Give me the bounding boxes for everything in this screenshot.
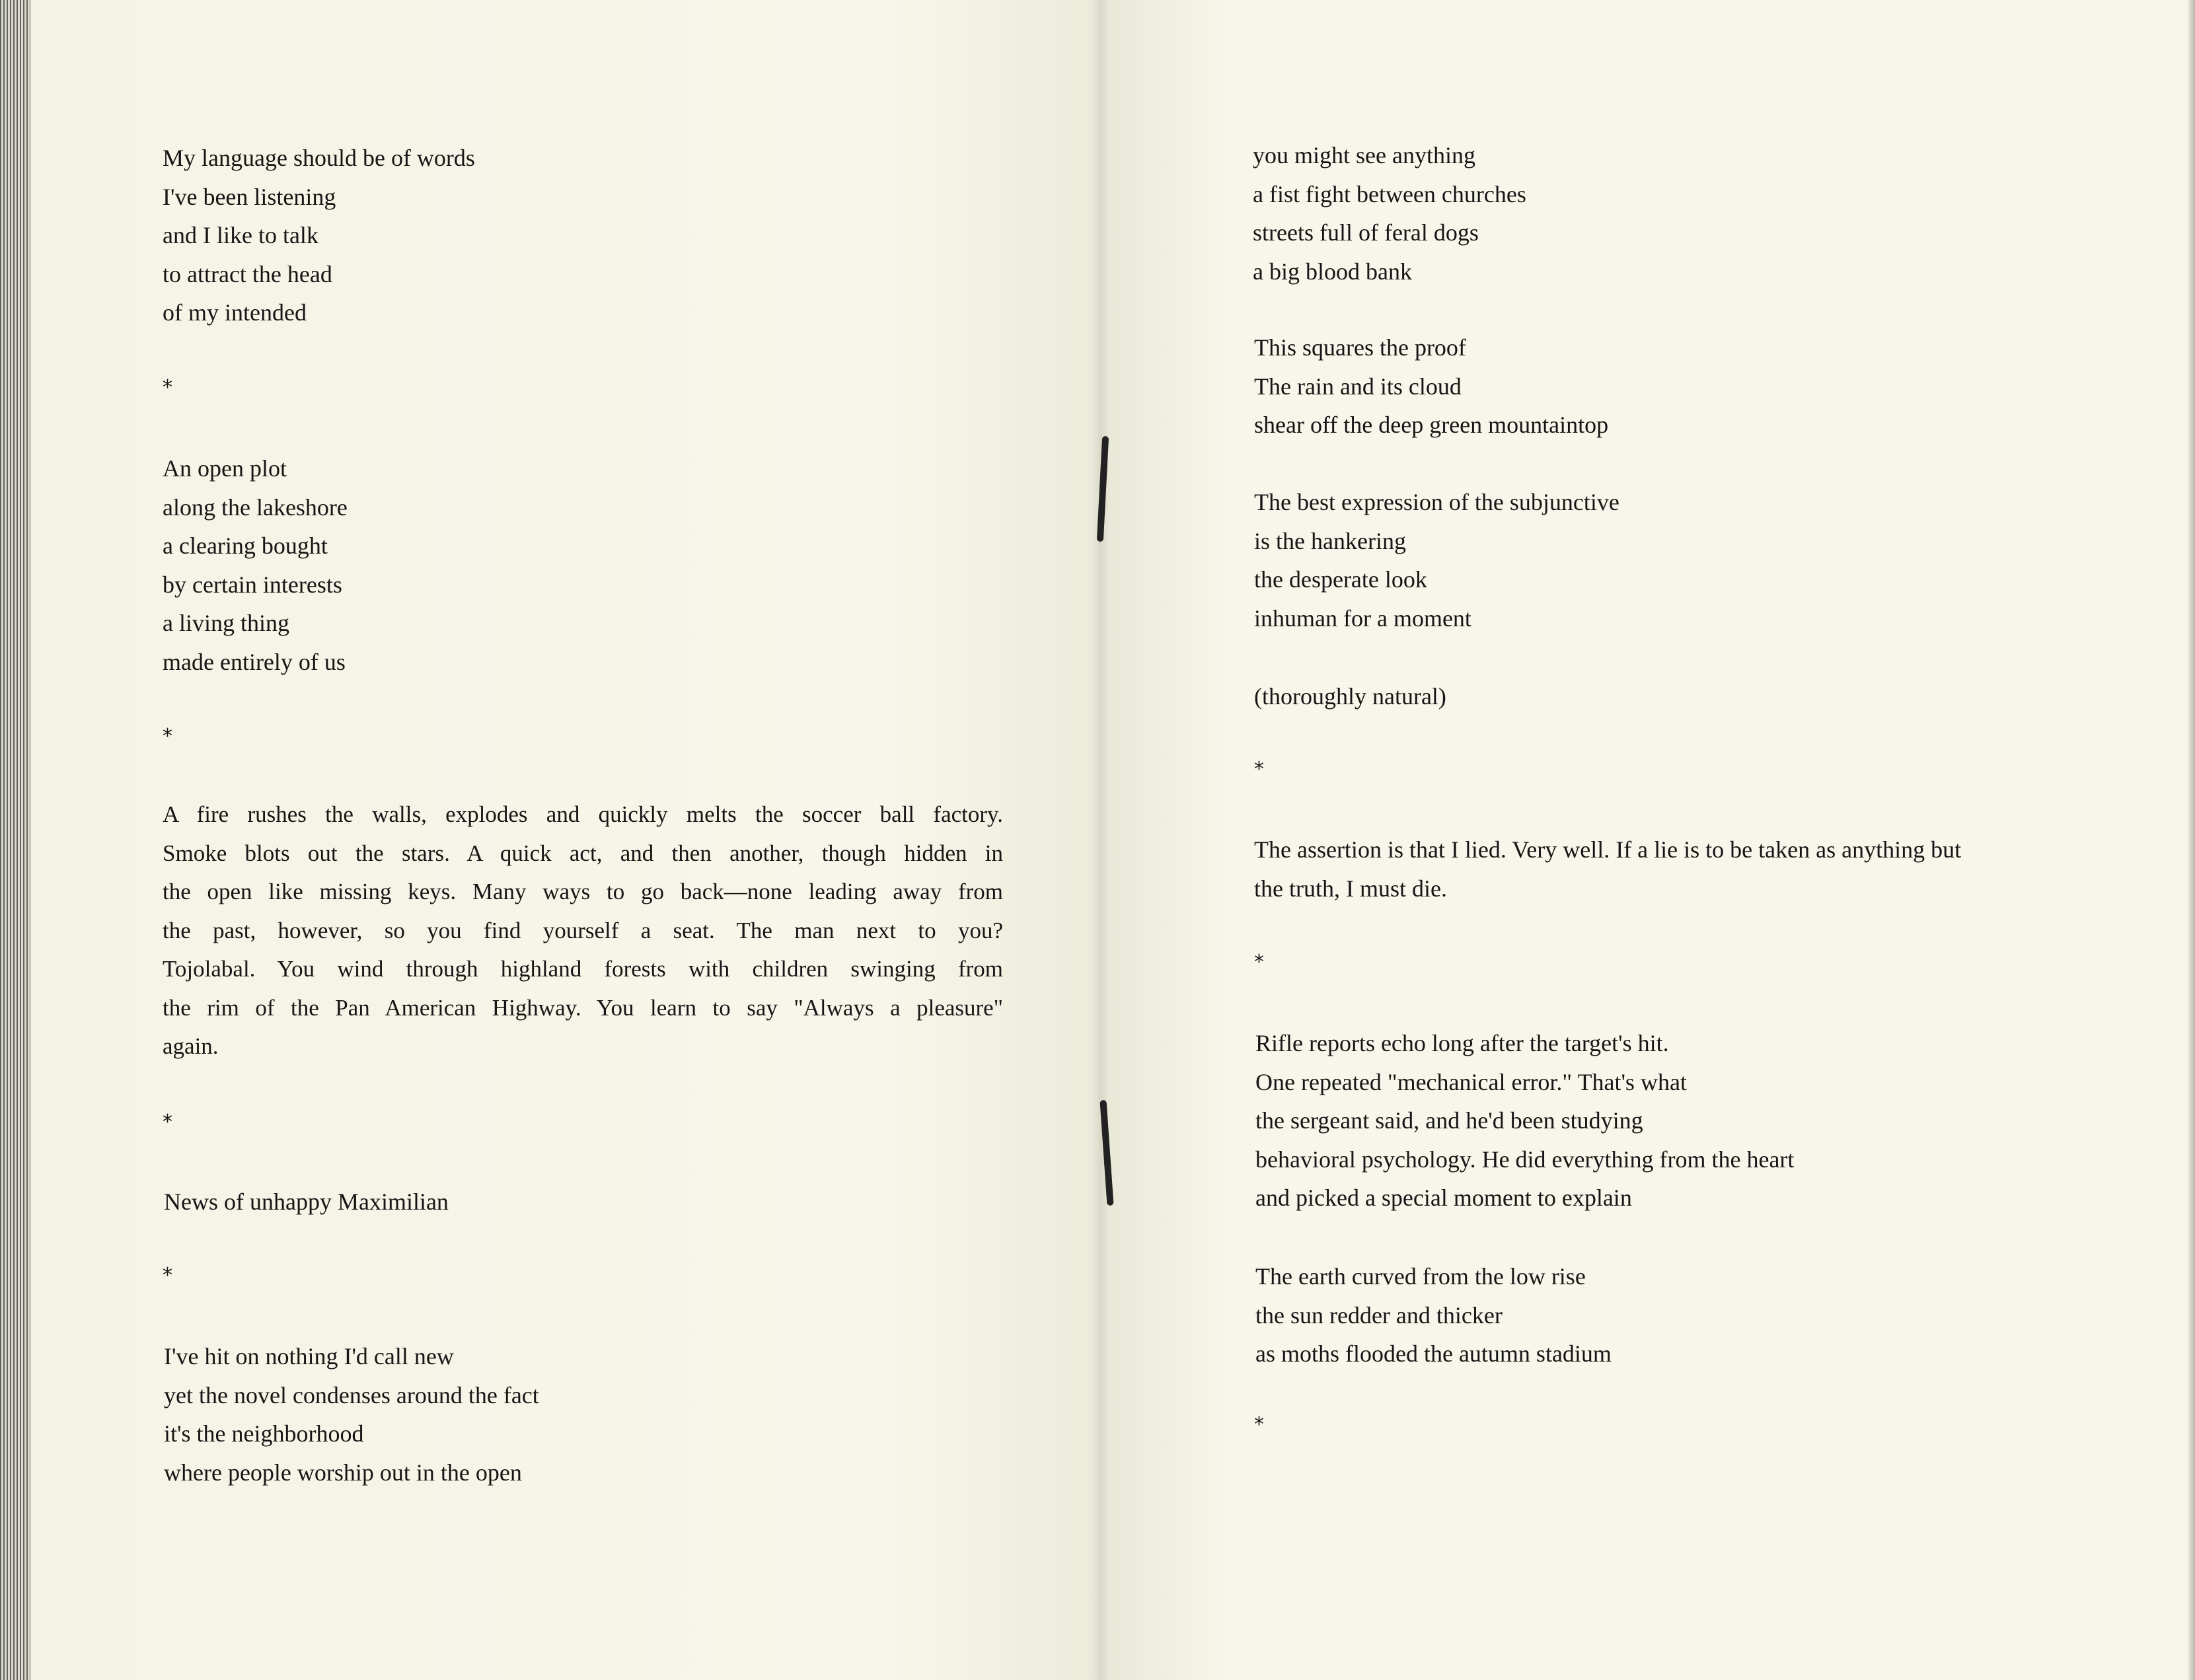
left-stanza-3	[164, 1183, 449, 1222]
poem-line: streets full of feral dogs	[1253, 219, 1479, 246]
poem-line: it's the neighborhood	[164, 1420, 364, 1447]
left-stanza-2	[163, 449, 348, 681]
prose-line: the past, however, so you find yourself a seat. The man next to you?	[163, 917, 1003, 943]
poem-line: inhuman for a moment	[1254, 604, 1471, 632]
poem-line: One repeated "mechanical error." That's what	[1255, 1068, 1687, 1095]
left-stanza-1	[163, 139, 475, 332]
poem-line: My language should be of words	[163, 145, 475, 171]
section-separator: *	[1254, 758, 1264, 781]
poem-line: is the hankering	[1254, 527, 1406, 554]
poem-line: Rifle reports echo long after the target's hit.	[1255, 1030, 1669, 1056]
poem-line: a fist fight between churches	[1253, 180, 1526, 207]
left-prose-paragraph	[163, 795, 1003, 1066]
section-separator: *	[1254, 951, 1264, 974]
poem-line: along the lakeshore	[163, 493, 348, 521]
right-stanza-5	[1255, 1024, 1794, 1218]
poem-line: yet the novel condenses around the fact	[164, 1381, 539, 1408]
poem-line: as moths flooded the autumn stadium	[1255, 1340, 1612, 1367]
right-stanza-2	[1254, 328, 1608, 445]
poem-line: a clearing bought	[163, 532, 328, 559]
poem-line: The best expression of the subjunctive	[1254, 489, 1619, 515]
prose-line: Smoke blots out the stars. A quick act, and then another, though hidden in	[163, 840, 1003, 866]
prose-line: the open like missing keys. Many ways to go back—none leading away from	[163, 879, 1003, 904]
poem-line: I've hit on nothing I'd call new	[164, 1343, 454, 1370]
left-stanza-4	[164, 1337, 539, 1492]
poem-line: the sergeant said, and he'd been studying	[1255, 1107, 1643, 1134]
book-gutter	[1090, 0, 1110, 1680]
right-prose-paragraph	[1254, 830, 1961, 908]
poem-line: a living thing	[163, 610, 289, 636]
poem-line: made entirely of us	[163, 648, 346, 675]
page-edge-right	[2188, 0, 2195, 1680]
section-separator: *	[163, 1264, 172, 1287]
prose-line: again.	[163, 1033, 219, 1059]
poem-line: a big blood bank	[1253, 258, 1412, 285]
poem-line: behavioral psychology. He did everything from the heart	[1255, 1146, 1795, 1173]
section-separator: *	[163, 376, 172, 399]
prose-line: the rim of the Pan American Highway. You learn to say "Always a pleasure"	[163, 994, 1003, 1021]
right-stanza-3	[1254, 483, 1619, 638]
poem-line: by certain interests	[163, 571, 342, 598]
section-separator: *	[163, 725, 172, 748]
poem-line: (thoroughly natural)	[1254, 683, 1446, 710]
poem-line: An open plot	[163, 455, 287, 482]
prose-line: Tojolabal. You wind through highland forests with children swinging from	[163, 956, 1003, 982]
poem-line: of my intended	[163, 299, 307, 326]
poem-line: and picked a special moment to explain	[1255, 1185, 1632, 1211]
poem-line: to attract the head	[163, 260, 332, 287]
poem-line: shear off the deep green mountaintop	[1254, 412, 1609, 438]
page-edges	[0, 0, 30, 1680]
poem-line: This squares the proof	[1254, 334, 1466, 361]
right-stanza-1	[1253, 136, 1526, 291]
right-stanza-4	[1254, 677, 1446, 716]
poem-line: and I like to talk	[163, 222, 318, 248]
poem-line: News of unhappy Maximilian	[164, 1188, 449, 1215]
poem-line: I've been listening	[163, 183, 336, 210]
prose-line: the truth, I must die.	[1254, 875, 1447, 902]
prose-line: The assertion is that I lied. Very well. If a lie is to be taken as anything but	[1254, 836, 1962, 863]
poem-line: the desperate look	[1254, 566, 1427, 593]
poem-line: where people worship out in the open	[164, 1459, 522, 1486]
section-separator: *	[163, 1111, 172, 1134]
prose-line: A fire rushes the walls, explodes and quickly melts the soccer ball factory.	[163, 801, 1003, 827]
poem-line: The rain and its cloud	[1254, 373, 1462, 400]
poem-line: you might see anything	[1253, 142, 1475, 168]
poem-line: The earth curved from the low rise	[1255, 1263, 1586, 1290]
section-separator: *	[1254, 1413, 1264, 1436]
right-stanza-6	[1255, 1257, 1612, 1373]
poem-line: the sun redder and thicker	[1255, 1301, 1503, 1329]
